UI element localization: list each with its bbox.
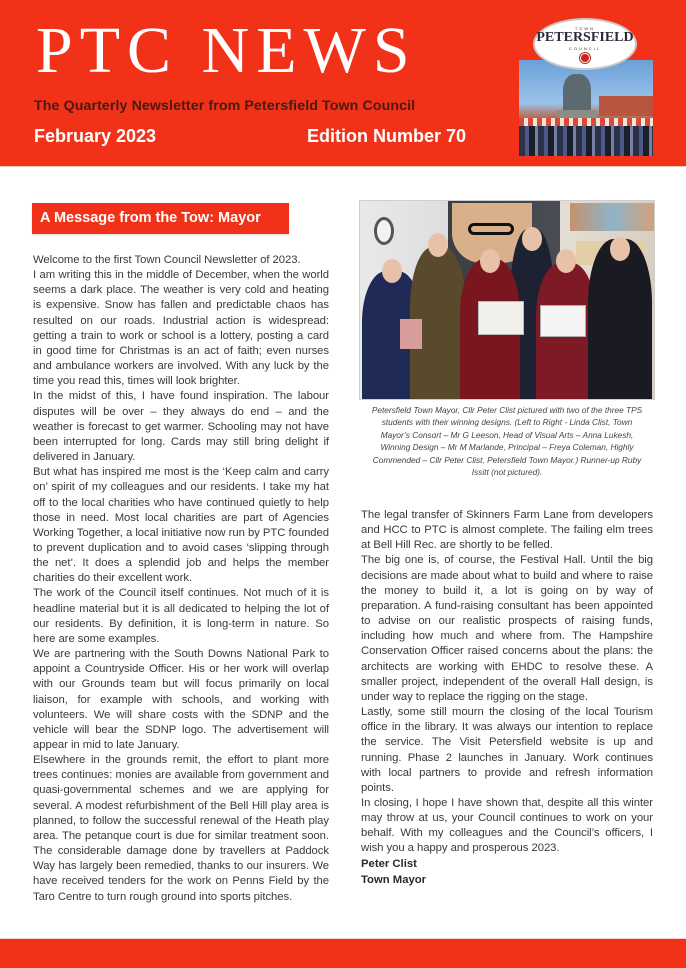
signoff-title: Town Mayor: [361, 873, 427, 886]
paragraph: Lastly, some still mourn the closing of the local Tourism office in the library. It was always our intention to replace the service. The Visit Petersfield website is up and running. Phase 2 launches in January. Work continues with local partners to provide and refresh information points.: [361, 706, 653, 794]
paragraph: I am writing this in the middle of December, when the world seems a dark place. The weather is very cold and heating is expensive. Snow has fallen and predictable chaos has resulted on our roads. Industrial action is widespread: getting a train to work or school is a lottery, posting a card in good time for Christmas is an act of faith; even nurses and ambulance workers are involved. With any luck by the time you read this, times will look brighter.: [33, 269, 329, 388]
footer-bar: [0, 939, 686, 968]
council-logo-name: PETERSFIELD: [536, 30, 634, 45]
tudor-rose-icon: [580, 53, 590, 63]
commended-design-card: [540, 305, 586, 337]
signoff-name: Peter Clist: [361, 858, 417, 870]
mayor-students-photo: [359, 200, 655, 400]
masthead: [0, 0, 686, 166]
paragraph: We are partnering with the South Downs National Park to appoint a Countryside Officer. His or her work will overlap with our Grounds team but will focus primarily on local liaison, for example with schools, and working with volunteers. We will share costs with the SDNP and the vehicle will bear the SDNP logo. The advertisement will appear in mid to late January.: [33, 648, 329, 751]
paragraph: Elsewhere in the grounds remit, the effort to plant more trees continues: monies are available from government and quasi-governmental schemes and we are applying for several. A modest refurbishment of the Bell Hill play area is planned, to follow the successful renewal of the Heath play area. The petanque court is due for similar treatment soon. The considerable damage done by travellers at Paddock Way has largely been remedied, thanks to our insurers. We have received tenders for the work on Penns Field by the Taro Centre to turn rough ground into sports pitches.: [33, 754, 329, 903]
clock-icon: [374, 217, 394, 245]
paragraph: Welcome to the first Town Council Newsletter of 2023.: [33, 254, 301, 266]
statue-icon: [563, 74, 591, 114]
edition-number: Edition Number 70: [307, 126, 467, 146]
council-logo-block: [517, 18, 655, 156]
paragraph: The big one is, of course, the Festival Hall. Until the big decisions are made about what to build and where to raise the money to build it, a lot is going on by way of preparation. A fund-raising consultant has been appointed to advise on our realistic prospects of raising funds, including how much and where from. The Hampshire Conservation Officer raised concerns about the plans: the architects are working with EHDC to resolve these. A smaller project, independent of the overall Hall design, is under way to replace the rigging on the stage.: [361, 554, 653, 703]
newsletter-title: PTC NEWS: [36, 14, 417, 87]
newsletter-subtitle: The Quarterly Newsletter from Petersfield Town Council: [34, 98, 416, 114]
paragraph: The work of the Council itself continues. Not much of it is headline material but it is all dedicated to helping the lot of our residents. By definition, it is long-term in nature. So here are some examples.: [33, 587, 329, 645]
paragraph: The legal transfer of Skinners Farm Lane from developers and HCC to PTC is almost complete. The failing elm trees at Bell Hill Rec. are shortly to be felled.: [361, 509, 653, 552]
masthead-divider: [0, 166, 686, 167]
article-left-column: [33, 253, 329, 905]
issue-date: February 2023: [34, 126, 157, 146]
photo-caption: Petersfield Town Mayor, Cllr Peter Clist pictured with two of the three TPS students with their winning designs. (Left to Right - Linda Clist, Town Mayor’s Consort – Mr G Leeson, Head of Visual Arts – Anna Lukesh, Winning Design – Mr M Marlande, Principal – Freya Coleman, Highly Commended – Cllr Peter Clist, Petersfield Town Mayor.) Runner-up Ruby Issitt (not pictured).: [371, 405, 643, 478]
market-square-photo: [519, 60, 653, 156]
paragraph: In the midst of this, I have found inspiration. The labour disputes will be over – they always do end – and the weather is forecast to get warmer. Schooling may not have been interrupted for long. Cards may still bring delight if delivered in January.: [33, 390, 329, 464]
winning-design-card: [478, 301, 524, 335]
paragraph: In closing, I hope I have shown that, despite all this winter may throw at us, your Council continues to work on your behalf. With my colleagues and the Council’s officers, I wish you a happy and prosperous 2023.: [361, 796, 653, 855]
article-heading: A Message from the Tow: Mayor: [32, 203, 289, 234]
council-logo: TOWN PETERSFIELD COUNCIL: [533, 18, 637, 70]
signoff: [361, 857, 426, 888]
paragraph: But what has inspired me most is the ‘Keep calm and carry on’ spirit of my colleagues and our residents. I take my hat off to the local charities who have continued quietly to help those in need. Most local charities are part of Agencies Working Together, a local initiative now run by PTC founded to prevent duplication and to avoid cases ‘slipping through the net’. It does a splendid job and helps the member charities do their excellent work.: [33, 466, 329, 585]
article-right-column: [361, 508, 653, 857]
